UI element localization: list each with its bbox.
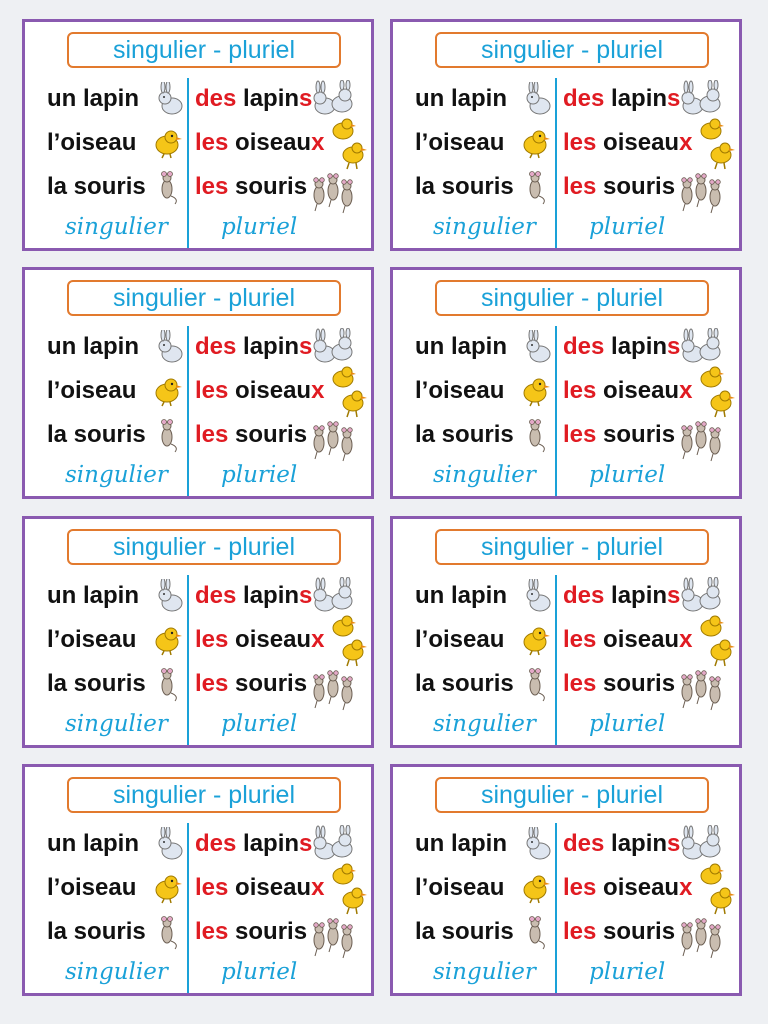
singular-word: un lapin xyxy=(47,85,139,112)
flashcard xyxy=(22,764,374,996)
mouse-icon xyxy=(155,666,181,707)
singular-word: l’oiseau xyxy=(47,874,137,901)
singular-word: l’oiseau xyxy=(47,377,137,404)
plural-stem: souris xyxy=(228,670,308,697)
plural-article: les xyxy=(195,377,229,404)
plural-stem: souris xyxy=(228,421,308,448)
plural-word xyxy=(195,79,312,119)
plural-article: les xyxy=(563,377,597,404)
word-row xyxy=(25,664,371,704)
singular-word: la souris xyxy=(47,918,146,945)
mouse-icon xyxy=(155,914,181,955)
plural-word xyxy=(195,868,324,908)
flashcard xyxy=(22,516,374,748)
flashcard xyxy=(390,516,742,748)
word-row xyxy=(393,868,739,908)
footer-singular: singulier xyxy=(433,462,536,488)
flashcard xyxy=(22,19,374,251)
footer-singular: singulier xyxy=(433,959,536,985)
mouse-icon xyxy=(523,169,549,210)
word-row xyxy=(393,167,739,207)
word-row xyxy=(25,912,371,952)
flashcard xyxy=(390,267,742,499)
plural-article: des xyxy=(195,333,237,360)
singular-word: un lapin xyxy=(415,85,507,112)
plural-word xyxy=(195,123,324,163)
singular-word: un lapin xyxy=(47,830,139,857)
plural-ending: s xyxy=(299,582,313,609)
word-row xyxy=(25,167,371,207)
plural-article: les xyxy=(195,918,229,945)
rabbit-icon xyxy=(155,827,185,866)
plural-ending: s xyxy=(299,85,313,112)
plural-word xyxy=(195,415,307,455)
word-row xyxy=(393,576,739,616)
bird-icon xyxy=(151,127,183,164)
plural-stem: oiseau xyxy=(228,626,312,653)
mouse-icon xyxy=(523,914,549,955)
card-title: singulier - pluriel xyxy=(67,529,341,565)
rabbit-icon xyxy=(155,82,185,121)
footer-singular: singulier xyxy=(433,214,536,240)
plural-article: les xyxy=(563,918,597,945)
singular-word: la souris xyxy=(415,670,514,697)
mouse-icon xyxy=(523,666,549,707)
plural-word xyxy=(563,664,675,704)
plural-article: les xyxy=(563,173,597,200)
plural-word xyxy=(563,167,675,207)
bird-icon xyxy=(519,127,551,164)
plural-word xyxy=(563,79,680,119)
word-row xyxy=(393,620,739,660)
word-row xyxy=(25,79,371,119)
rabbit-icon xyxy=(523,579,553,618)
singular-word: un lapin xyxy=(47,333,139,360)
singular-word: l’oiseau xyxy=(47,129,137,156)
mouse-icon xyxy=(155,417,181,458)
plural-article: les xyxy=(195,173,229,200)
singular-word: la souris xyxy=(415,173,514,200)
plural-word xyxy=(563,868,692,908)
word-row xyxy=(25,327,371,367)
singular-word: l’oiseau xyxy=(47,626,137,653)
word-row xyxy=(393,79,739,119)
plural-stem: oiseau xyxy=(596,626,680,653)
footer-plural: pluriel xyxy=(589,711,666,737)
rabbit-icon xyxy=(155,330,185,369)
plural-stem: oiseau xyxy=(596,874,680,901)
card-title: singulier - pluriel xyxy=(67,777,341,813)
rabbit-icon xyxy=(523,82,553,121)
plural-word xyxy=(563,620,692,660)
plural-article: des xyxy=(563,830,605,857)
bird-icon xyxy=(519,872,551,909)
bird-icon xyxy=(519,375,551,412)
plural-ending: s xyxy=(299,333,313,360)
word-row xyxy=(25,576,371,616)
plural-word xyxy=(563,824,680,864)
plural-ending: s xyxy=(667,830,681,857)
word-row xyxy=(393,415,739,455)
plural-article: les xyxy=(563,670,597,697)
footer-plural: pluriel xyxy=(589,462,666,488)
mice-icon xyxy=(675,664,727,719)
footer-plural: pluriel xyxy=(589,959,666,985)
plural-article: les xyxy=(563,421,597,448)
singular-word: la souris xyxy=(415,421,514,448)
singular-word: la souris xyxy=(415,918,514,945)
plural-word xyxy=(195,824,312,864)
plural-word xyxy=(563,123,692,163)
card-title: singulier - pluriel xyxy=(67,280,341,316)
plural-article: les xyxy=(563,874,597,901)
plural-ending: x xyxy=(679,626,693,653)
mice-icon xyxy=(675,415,727,470)
plural-ending: s xyxy=(667,85,681,112)
plural-article: les xyxy=(563,129,597,156)
footer-singular: singulier xyxy=(65,959,168,985)
plural-article: des xyxy=(195,582,237,609)
plural-word xyxy=(195,620,324,660)
plural-stem: souris xyxy=(596,421,676,448)
plural-ending: x xyxy=(311,874,325,901)
plural-ending: s xyxy=(667,582,681,609)
word-row xyxy=(25,123,371,163)
mouse-icon xyxy=(523,417,549,458)
singular-word: un lapin xyxy=(415,830,507,857)
plural-word xyxy=(195,576,312,616)
plural-word xyxy=(195,371,324,411)
card-title: singulier - pluriel xyxy=(67,32,341,68)
footer-singular: singulier xyxy=(65,711,168,737)
plural-article: les xyxy=(195,670,229,697)
plural-word xyxy=(195,167,307,207)
singular-word: la souris xyxy=(47,173,146,200)
plural-article: les xyxy=(195,874,229,901)
plural-ending: x xyxy=(679,377,693,404)
word-row xyxy=(25,415,371,455)
flashcard xyxy=(390,19,742,251)
footer-plural: pluriel xyxy=(221,462,298,488)
plural-stem: lapin xyxy=(604,582,668,609)
mouse-icon xyxy=(155,169,181,210)
card-title: singulier - pluriel xyxy=(435,777,709,813)
plural-word xyxy=(195,327,312,367)
plural-ending: s xyxy=(299,830,313,857)
plural-stem: lapin xyxy=(236,582,300,609)
rabbit-icon xyxy=(523,827,553,866)
mice-icon xyxy=(307,912,359,967)
plural-article: des xyxy=(563,333,605,360)
plural-ending: s xyxy=(667,333,681,360)
plural-ending: x xyxy=(679,874,693,901)
footer-singular: singulier xyxy=(65,214,168,240)
plural-ending: x xyxy=(311,626,325,653)
word-row xyxy=(393,824,739,864)
plural-word xyxy=(563,327,680,367)
card-title: singulier - pluriel xyxy=(435,529,709,565)
footer-singular: singulier xyxy=(65,462,168,488)
plural-ending: x xyxy=(679,129,693,156)
singular-word: un lapin xyxy=(415,333,507,360)
footer-plural: pluriel xyxy=(221,711,298,737)
singular-word: un lapin xyxy=(415,582,507,609)
plural-word xyxy=(195,664,307,704)
plural-article: les xyxy=(195,421,229,448)
plural-stem: oiseau xyxy=(228,129,312,156)
singular-word: la souris xyxy=(47,421,146,448)
mice-icon xyxy=(675,167,727,222)
plural-stem: souris xyxy=(228,173,308,200)
plural-article: des xyxy=(563,85,605,112)
plural-word xyxy=(563,371,692,411)
bird-icon xyxy=(151,624,183,661)
plural-stem: oiseau xyxy=(228,874,312,901)
plural-word xyxy=(563,415,675,455)
rabbit-icon xyxy=(155,579,185,618)
bird-icon xyxy=(519,624,551,661)
footer-plural: pluriel xyxy=(589,214,666,240)
plural-word xyxy=(563,576,680,616)
plural-stem: oiseau xyxy=(228,377,312,404)
plural-word xyxy=(195,912,307,952)
bird-icon xyxy=(151,872,183,909)
mice-icon xyxy=(675,912,727,967)
plural-article: des xyxy=(195,85,237,112)
singular-word: la souris xyxy=(47,670,146,697)
plural-article: les xyxy=(563,626,597,653)
singular-word: l’oiseau xyxy=(415,874,505,901)
word-row xyxy=(25,824,371,864)
word-row xyxy=(393,327,739,367)
plural-article: les xyxy=(195,626,229,653)
bird-icon xyxy=(151,375,183,412)
word-row xyxy=(25,371,371,411)
plural-stem: lapin xyxy=(236,333,300,360)
card-title: singulier - pluriel xyxy=(435,32,709,68)
plural-stem: lapin xyxy=(604,85,668,112)
singular-word: l’oiseau xyxy=(415,129,505,156)
singular-word: un lapin xyxy=(47,582,139,609)
rabbit-icon xyxy=(523,330,553,369)
word-row xyxy=(393,371,739,411)
mice-icon xyxy=(307,415,359,470)
word-row xyxy=(393,664,739,704)
plural-stem: souris xyxy=(596,173,676,200)
word-row xyxy=(393,123,739,163)
plural-stem: lapin xyxy=(604,333,668,360)
plural-word xyxy=(563,912,675,952)
plural-stem: oiseau xyxy=(596,377,680,404)
plural-stem: lapin xyxy=(236,830,300,857)
plural-stem: souris xyxy=(228,918,308,945)
footer-plural: pluriel xyxy=(221,959,298,985)
card-title: singulier - pluriel xyxy=(435,280,709,316)
plural-stem: lapin xyxy=(604,830,668,857)
mice-icon xyxy=(307,664,359,719)
footer-singular: singulier xyxy=(433,711,536,737)
footer-plural: pluriel xyxy=(221,214,298,240)
plural-stem: lapin xyxy=(236,85,300,112)
singular-word: l’oiseau xyxy=(415,377,505,404)
flashcard xyxy=(390,764,742,996)
plural-ending: x xyxy=(311,129,325,156)
flashcard xyxy=(22,267,374,499)
plural-article: des xyxy=(195,830,237,857)
singular-word: l’oiseau xyxy=(415,626,505,653)
mice-icon xyxy=(307,167,359,222)
word-row xyxy=(393,912,739,952)
plural-stem: souris xyxy=(596,670,676,697)
plural-article: des xyxy=(563,582,605,609)
word-row xyxy=(25,620,371,660)
word-row xyxy=(25,868,371,908)
plural-article: les xyxy=(195,129,229,156)
plural-stem: oiseau xyxy=(596,129,680,156)
plural-ending: x xyxy=(311,377,325,404)
plural-stem: souris xyxy=(596,918,676,945)
